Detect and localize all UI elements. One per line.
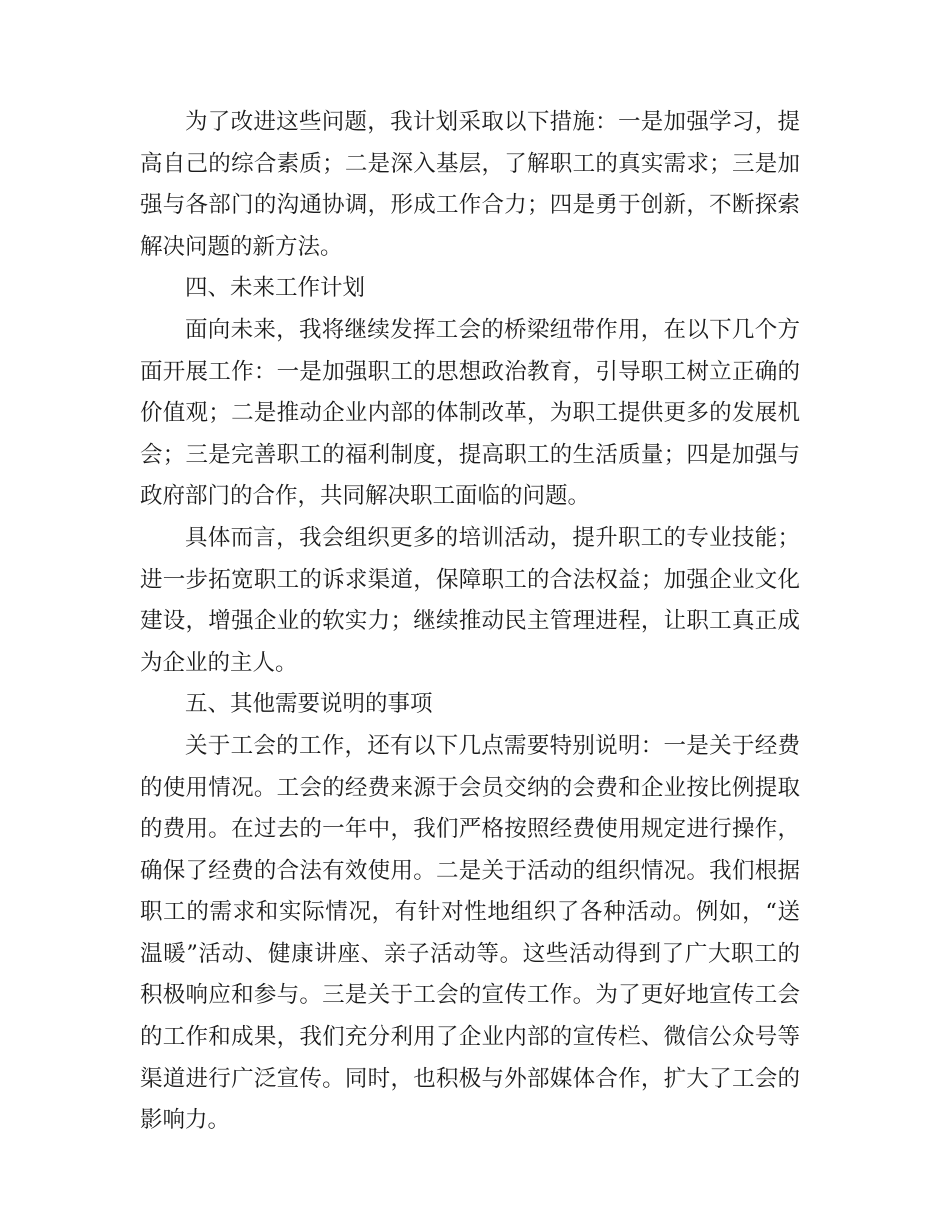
document-body <box>140 102 800 1142</box>
paragraph-improvement-measures: 为了改进这些问题，我计划采取以下措施：一是加强学习，提高自己的综合素质；二是深入基层，了解职工的真实需求；三是加强与各部门的沟通协调，形成工作合力；四是勇于创新，不断探索解决问题的新方法。 <box>140 109 800 260</box>
section-heading-future-plan: 四、未来工作计划 <box>185 275 366 302</box>
paragraph-specific-actions: 具体而言，我会组织更多的培训活动，提升职工的专业技能；进一步拓宽职工的诉求渠道，保障职工的合法权益；加强企业文化建设，增强企业的软实力；继续推动民主管理进程，让职工真正成为企业的主人。 <box>140 524 800 676</box>
paragraph-other-matters: 关于工会的工作，还有以下几点需要特别说明：一是关于经费的使用情况。工会的经费来源于会员交纳的会费和企业按比例提取的费用。在过去的一年中，我们严格按照经费使用规定进行操作，确保了经费的合法有效使用。二是关于活动的组织情况。我们根据职工的需求和实际情况，有针对性地组织了各种活动。例如，“送温暖”活动、健康讲座、亲子活动等。这些活动得到了广大职工的积极响应和参与。三是关于工会的宣传工作。为了更好地宣传工会的工作和成果，我们充分利用了企业内部的宣传栏、微信公众号等渠道进行广泛宣传。同时，也积极与外部媒体合作，扩大了工会的影响力。 <box>140 732 800 1134</box>
paragraph-future-directions: 面向未来，我将继续发挥工会的桥梁纽带作用，在以下几个方面开展工作：一是加强职工的思想政治教育，引导职工树立正确的价值观；二是推动企业内部的体制改革，为职工提供更多的发展机会；三是完善职工的福利制度，提高职工的生活质量；四是加强与政府部门的合作，共同解决职工面临的问题。 <box>140 316 800 510</box>
section-heading-other-matters: 五、其他需要说明的事项 <box>185 691 433 718</box>
